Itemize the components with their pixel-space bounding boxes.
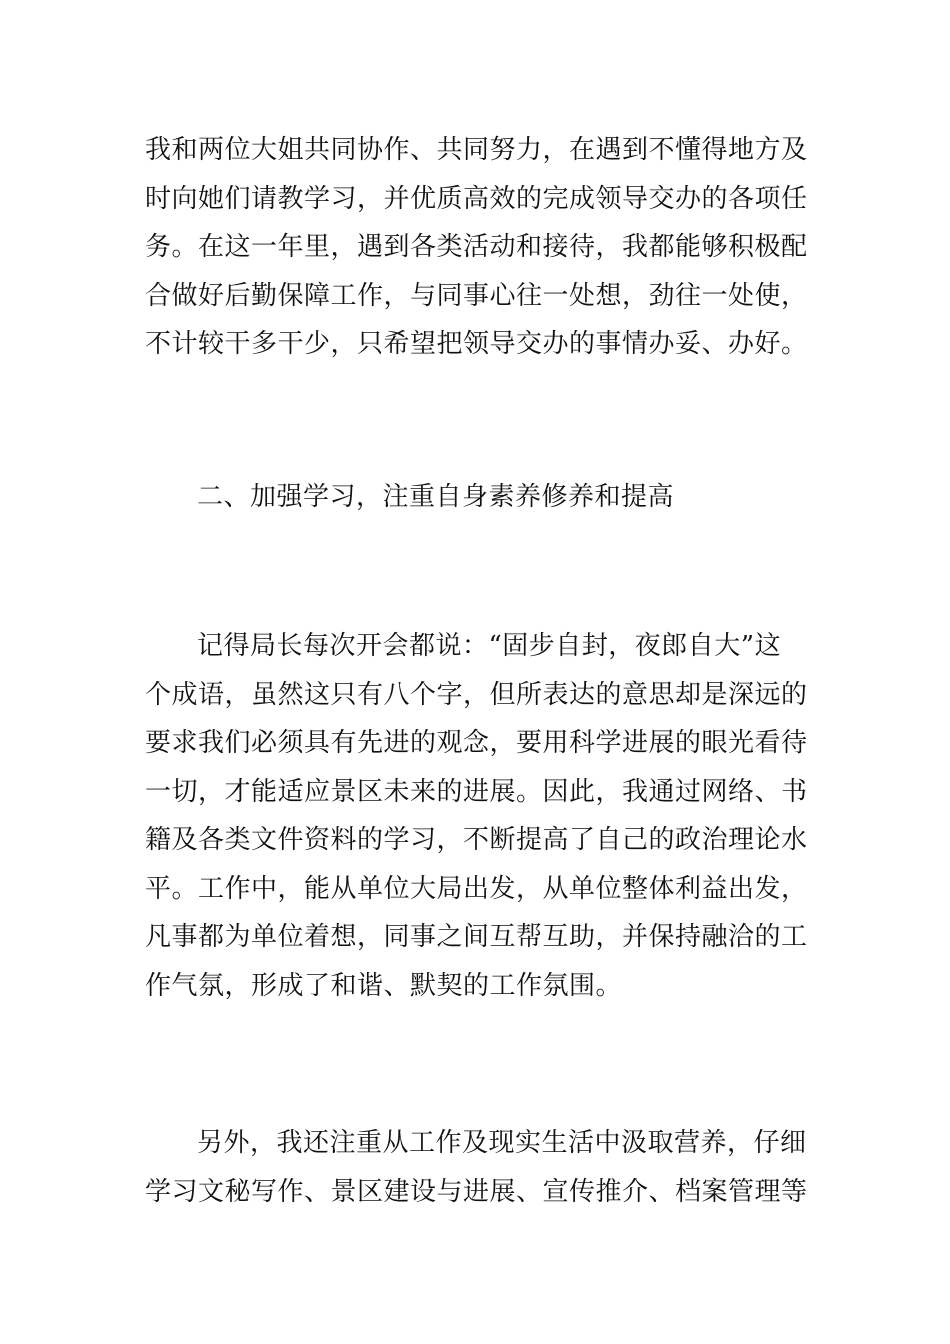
text-line: 另外，我还注重从工作及现实生活中汲取营养，仔细 [197, 1128, 807, 1158]
text-line: 合做好后勤保障工作，与同事心往一处想，劲往一处使， [145, 280, 808, 311]
text-line: 学习文秘写作、景区建设与进展、宣传推介、档案管理等 [145, 1176, 808, 1207]
text-line: 一切，才能适应景区未来的进展。因此，我通过网络、书 [145, 776, 808, 807]
paragraph-additional [145, 1119, 810, 1216]
paragraph-study [145, 622, 810, 1010]
text-line: 务。在这一年里，遇到各类活动和接待，我都能够积极配 [145, 232, 808, 262]
text-line: 平。工作中，能从单位大局出发，从单位整体利益出发， [145, 873, 808, 904]
paragraph-continuation [145, 126, 810, 369]
heading-text: 二、加强学习，注重自身素养修养和提高 [197, 482, 675, 512]
text-line: 凡事都为单位着想，同事之间互帮互助，并保持融洽的工 [145, 922, 808, 952]
section-heading [145, 473, 810, 522]
text-line: 时向她们请教学习，并优质高效的完成领导交办的各项任 [145, 183, 808, 214]
text-line: 个成语，虽然这只有八个字，但所表达的意思却是深远的 [145, 679, 808, 710]
text-line: 要求我们必须具有先进的观念，要用科学进展的眼光看待 [145, 728, 808, 758]
text-line: 我和两位大姐共同协作、共同努力，在遇到不懂得地方及 [145, 135, 808, 165]
text-line: 作气氛，形成了和谐、默契的工作氛围。 [145, 970, 623, 1001]
text-line: 记得局长每次开会都说：“固步自封，夜郎自大”这 [197, 631, 782, 661]
text-line: 不计较干多干少，只希望把领导交办的事情办妥、办好。 [145, 329, 808, 359]
text-line: 籍及各类文件资料的学习，不断提高了自己的政治理论水 [145, 825, 808, 855]
